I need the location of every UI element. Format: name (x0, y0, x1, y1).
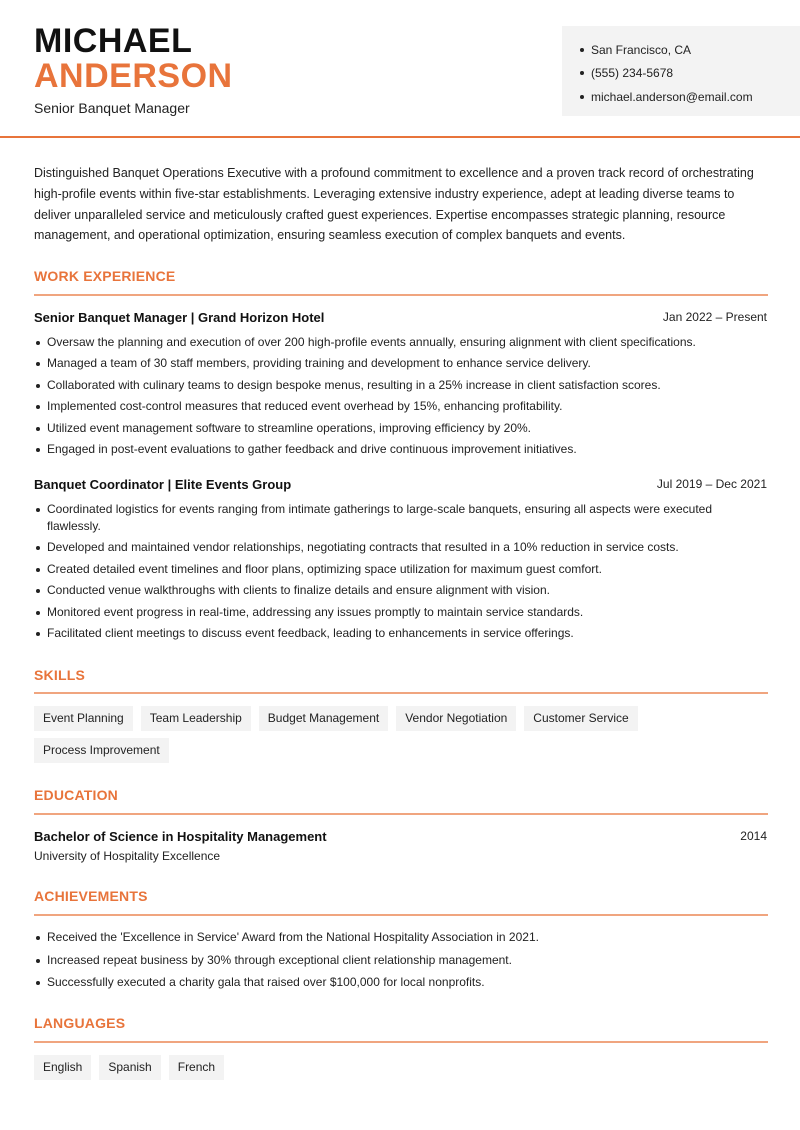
languages-list (34, 1055, 768, 1080)
skill-chip: Budget Management (259, 706, 388, 731)
bullet-icon (580, 48, 584, 52)
section-divider (34, 1041, 768, 1043)
skill-chip: Customer Service (524, 706, 637, 731)
first-name: MICHAEL (34, 22, 193, 60)
section-title-work: WORK EXPERIENCE (34, 268, 176, 284)
section-title-skills: SKILLS (34, 667, 85, 683)
skill-chip: Event Planning (34, 706, 133, 731)
achievement-item: Received the 'Excellence in Service' Award from the National Hospitality Association in 2021. (34, 929, 768, 946)
candidate-name (34, 24, 233, 94)
contact-box (562, 26, 800, 116)
job-role-1: Senior Banquet Manager | Grand Horizon Hotel (34, 310, 325, 325)
education-year: 2014 (740, 829, 767, 843)
skill-chip: Vendor Negotiation (396, 706, 516, 731)
education-school: University of Hospitality Excellence (34, 849, 221, 863)
section-divider (34, 692, 768, 694)
achievement-item: Increased repeat business by 30% through exceptional client relationship management. (34, 952, 768, 969)
contact-email-text: michael.anderson@email.com (591, 89, 753, 104)
language-chip: French (169, 1055, 224, 1080)
section-divider (34, 914, 768, 916)
job-bullet: Implemented cost-control measures that reduced event overhead by 15%, enhancing profitability. (34, 398, 768, 415)
job-bullet: Coordinated logistics for events ranging from intimate gatherings to large-scale banquets, ensuring all aspects were executed flawlessly. (34, 501, 768, 535)
section-title-achievements: ACHIEVEMENTS (34, 888, 148, 904)
skill-chip: Team Leadership (141, 706, 251, 731)
language-chip: English (34, 1055, 91, 1080)
job-bullets-1 (34, 334, 768, 458)
job-role-2: Banquet Coordinator | Elite Events Group (34, 477, 292, 492)
job-bullet: Created detailed event timelines and floor plans, optimizing space utilization for maximum guest comfort. (34, 561, 768, 578)
job-bullet: Conducted venue walkthroughs with clients to finalize details and ensure alignment with vision. (34, 582, 768, 599)
last-name: ANDERSON (34, 57, 233, 95)
job-bullet: Collaborated with culinary teams to design bespoke menus, resulting in a 25% increase in client satisfaction scores. (34, 377, 768, 394)
contact-email (580, 85, 800, 109)
contact-phone (580, 62, 800, 86)
job-bullet: Utilized event management software to streamline operations, improving efficiency by 20%. (34, 420, 768, 437)
section-divider (34, 813, 768, 815)
contact-location-text: San Francisco, CA (591, 42, 692, 57)
job-title: Senior Banquet Manager (34, 100, 190, 116)
job-dates-1: Jan 2022 – Present (662, 310, 767, 324)
job-bullets-2 (34, 501, 768, 642)
contact-location (580, 38, 800, 62)
bullet-icon (580, 71, 584, 75)
section-title-education: EDUCATION (34, 787, 118, 803)
achievement-item: Successfully executed a charity gala that raised over $100,000 for local nonprofits. (34, 974, 768, 991)
achievements-list (34, 929, 768, 991)
bullet-icon (580, 95, 584, 99)
section-divider (34, 294, 768, 296)
professional-summary: Distinguished Banquet Operations Executive with a profound commitment to excellence and a proven track record of orchestrating high-profile events within five-star establishments. Leveraging extensive industry experience, adept at leading diverse teams to deliver unparalleled service and meticulously crafted guest experiences. Expertise encompasses strategic planning, resource management, and operational optimization, ensuring seamless execution of complex banquets and events. (34, 166, 754, 243)
job-bullet: Developed and maintained vendor relationships, negotiating contracts that resulted in a 10% reduction in service costs. (34, 539, 768, 556)
job-bullet: Facilitated client meetings to discuss event feedback, leading to enhancements in service offerings. (34, 625, 768, 642)
job-bullet: Engaged in post-event evaluations to gather feedback and drive continuous improvement initiatives. (34, 441, 768, 458)
job-bullet: Oversaw the planning and execution of over 200 high-profile events annually, ensuring alignment with client specifications. (34, 334, 768, 351)
job-bullet: Monitored event progress in real-time, addressing any issues promptly to maintain service standards. (34, 604, 768, 621)
language-chip: Spanish (99, 1055, 160, 1080)
job-bullet: Managed a team of 30 staff members, providing training and development to enhance service delivery. (34, 355, 768, 372)
skills-list (34, 706, 768, 763)
contact-phone-text: (555) 234-5678 (591, 66, 674, 81)
job-dates-2: Jul 2019 – Dec 2021 (656, 477, 767, 491)
resume-header (0, 0, 800, 138)
section-title-languages: LANGUAGES (34, 1015, 126, 1031)
skill-chip: Process Improvement (34, 738, 169, 763)
education-degree: Bachelor of Science in Hospitality Management (34, 829, 327, 844)
